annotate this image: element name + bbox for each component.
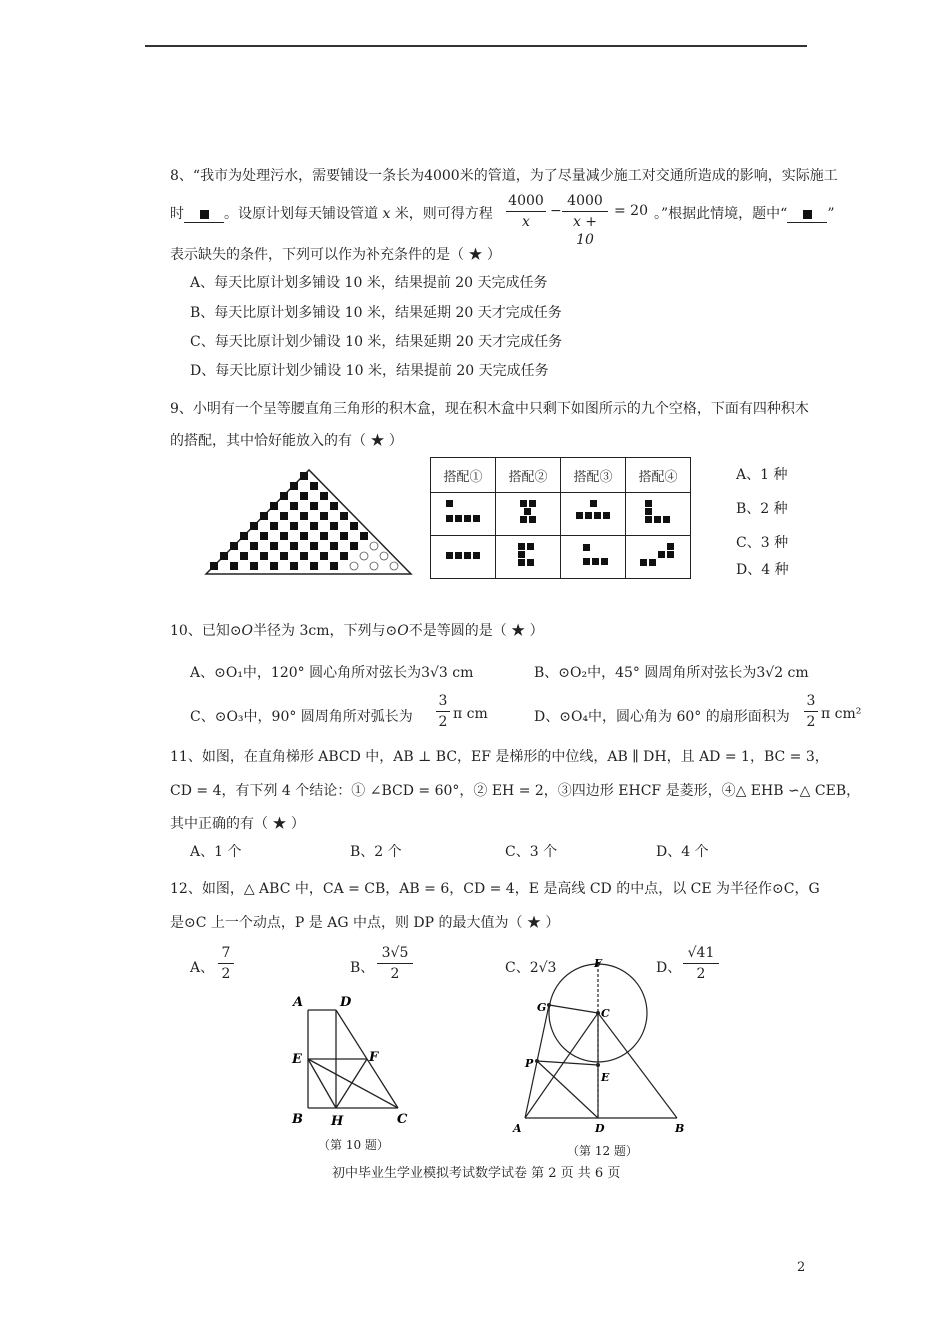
q8-line2-end: 。”根据此情境，题中“ ” xyxy=(654,206,835,222)
filled-block xyxy=(360,532,368,540)
filled-block xyxy=(310,562,318,570)
q8-option-c: C、每天比原计划少铺设 10 米，结果延期 20 天才完成任务 xyxy=(190,334,563,350)
empty-slot xyxy=(390,562,398,570)
filled-block xyxy=(280,552,288,560)
filled-block xyxy=(330,562,338,570)
filled-block xyxy=(250,542,258,550)
q8-equals: = 20 xyxy=(614,203,648,219)
filled-block xyxy=(230,542,238,550)
q11-option-b: B、2 个 xyxy=(350,844,402,860)
filled-block xyxy=(210,562,218,570)
label-e: E xyxy=(292,1052,302,1067)
label-f: F xyxy=(369,1050,379,1065)
figure-10-caption: （第 10 题） xyxy=(318,1138,389,1152)
q12-option-d-value: $\frac{√41}{2}$ xyxy=(683,944,719,983)
figure-12-caption: （第 12 题） xyxy=(567,1144,638,1158)
figure-trapezoid xyxy=(280,990,420,1130)
filled-block xyxy=(280,492,288,500)
filled-block xyxy=(310,522,318,530)
q9-option-c: C、3 种 xyxy=(736,535,789,551)
label-c: C xyxy=(601,1007,610,1020)
filled-block xyxy=(310,502,318,510)
combo-2-piece-a xyxy=(496,493,561,536)
q10-option-a: A、⊙O₁中，120° 圆心角所对弦长为3√3 cm xyxy=(190,665,474,681)
q11-option-d: D、4 个 xyxy=(656,844,709,860)
q11-option-c: C、3 个 xyxy=(505,844,558,860)
q12-line2: 是⊙C 上一个动点，P 是 AG 中点，则 DP 的最大值为（ ★ ） xyxy=(170,915,560,931)
block-piece-icon xyxy=(568,497,618,527)
q10-option-c: C、⊙O₃中，90° 圆周角所对弧长为 xyxy=(190,709,413,725)
q8-line2: 时 。设原计划每天铺设管道 x 米，则可得方程 xyxy=(170,206,493,222)
combo-4-piece-a xyxy=(626,493,691,536)
q8-fraction-2: $\frac{4000}{x + 10}$ xyxy=(562,192,608,249)
filled-block xyxy=(240,532,248,540)
label-g: G xyxy=(537,1001,547,1014)
label-c: C xyxy=(397,1112,408,1127)
q11-line2: CD = 4，有下列 4 个结论：① ∠BCD = 60°，② EH = 2，③四边形 EHCF 是菱形，④△ EHB ∽△ CEB， xyxy=(170,783,861,799)
filled-block xyxy=(260,512,268,520)
filled-block xyxy=(290,482,298,490)
q8-minus: − xyxy=(550,203,562,219)
filled-block xyxy=(290,562,298,570)
black-square-icon xyxy=(803,210,812,219)
filled-block xyxy=(350,522,358,530)
label-d: D xyxy=(340,995,352,1010)
combo-3-piece-b xyxy=(561,536,626,579)
q12-option-d-label: D、 xyxy=(656,960,682,976)
block-piece-icon xyxy=(503,540,553,570)
filled-block xyxy=(230,562,238,570)
empty-slot xyxy=(370,542,378,550)
filled-block xyxy=(320,532,328,540)
label-b: B xyxy=(292,1112,303,1127)
label-b: B xyxy=(675,1122,685,1135)
header-combo-3: 搭配③ xyxy=(561,458,626,493)
block-piece-icon xyxy=(438,497,488,527)
filled-block xyxy=(300,552,308,560)
block-combinations-table xyxy=(430,457,691,579)
block-piece-icon xyxy=(503,497,553,527)
filled-block xyxy=(310,482,318,490)
header-combo-4: 搭配④ xyxy=(626,458,691,493)
filled-block xyxy=(330,542,338,550)
filled-block xyxy=(270,522,278,530)
filled-block xyxy=(340,552,348,560)
combo-4-piece-b xyxy=(626,536,691,579)
triangle-block-box xyxy=(203,466,415,578)
q8-option-d: D、每天比原计划少铺设 10 米，结果提前 20 天完成任务 xyxy=(190,363,549,379)
filled-block xyxy=(320,512,328,520)
label-p: P xyxy=(525,1057,534,1070)
empty-slot xyxy=(360,552,368,560)
q8-fraction-1: $\frac{4000}{x}$ xyxy=(506,192,546,231)
label-f: F xyxy=(594,957,602,970)
q11-line3: 其中正确的有（ ★ ） xyxy=(170,816,305,832)
filled-block xyxy=(300,472,308,480)
block-piece-icon xyxy=(633,497,683,527)
filled-block xyxy=(330,522,338,530)
filled-block xyxy=(350,542,358,550)
filled-block xyxy=(310,542,318,550)
filled-block xyxy=(250,562,258,570)
q10-d-fraction: $\frac{3}{2}$ xyxy=(804,692,818,731)
filled-block xyxy=(300,492,308,500)
filled-block xyxy=(250,522,258,530)
black-square-icon xyxy=(200,210,209,219)
label-h: H xyxy=(331,1114,344,1129)
filled-block xyxy=(280,512,288,520)
block-piece-icon xyxy=(438,540,488,570)
label-a: A xyxy=(293,995,304,1010)
q9-option-d: D、4 种 xyxy=(736,562,789,578)
q10-stem: 10、已知⊙O半径为 3cm，下列与⊙O不是等圆的是（ ★ ） xyxy=(170,623,544,639)
q9-line1: 9、小明有一个呈等腰直角三角形的积木盒，现在积木盒中只剩下如图所示的九个空格，下面有四种积木 xyxy=(170,401,809,417)
q12-option-b-label: B、 xyxy=(350,960,375,976)
filled-block xyxy=(270,562,278,570)
empty-slot xyxy=(370,562,378,570)
q8-line1: 8、“我市为处理污水，需要铺设一条长为4000米的管道，为了尽量减少施工对交通所造成的影响，实际施工 xyxy=(170,168,838,184)
block-piece-icon xyxy=(568,540,618,570)
q12-line1: 12、如图，△ ABC 中，CA = CB，AB = 6，CD = 4，E 是高线 CD 的中点，以 CE 为半径作⊙C，G xyxy=(170,881,820,897)
filled-block xyxy=(220,552,228,560)
filled-block xyxy=(290,502,298,510)
q10-d-unit: π cm² xyxy=(821,706,862,722)
filled-block xyxy=(270,502,278,510)
combo-1-piece-a xyxy=(431,493,496,536)
combo-2-piece-b xyxy=(496,536,561,579)
q9-option-a: A、1 种 xyxy=(736,467,788,483)
empty-slot xyxy=(380,552,388,560)
q8-option-a: A、每天比原计划多铺设 10 米，结果提前 20 天完成任务 xyxy=(190,275,548,291)
top-rule xyxy=(145,45,807,47)
figure-triangle-circle xyxy=(505,955,695,1140)
label-e: E xyxy=(601,1071,610,1084)
filled-block xyxy=(270,542,278,550)
q12-option-c: C、2√3 xyxy=(505,960,557,976)
q10-c-unit: π cm xyxy=(453,706,488,722)
q11-line1: 11、如图，在直角梯形 ABCD 中，AB ⊥ BC，EF 是梯形的中位线，AB ∥ DH，且 AD = 1，BC = 3， xyxy=(170,749,829,765)
filled-block xyxy=(260,532,268,540)
filled-block xyxy=(300,532,308,540)
q8-line3: 表示缺失的条件，下列可以作为补充条件的是（ ★ ） xyxy=(170,247,501,263)
header-combo-1: 搭配① xyxy=(431,458,496,493)
filled-block xyxy=(340,532,348,540)
block-piece-icon xyxy=(631,540,685,570)
q9-line2: 的搭配，其中恰好能放入的有（ ★ ） xyxy=(170,433,403,449)
filled-block xyxy=(290,542,298,550)
q10-c-fraction: $\frac{3}{2}$ xyxy=(436,692,450,731)
q10-option-d: D、⊙O₄中，圆心角为 60° 的扇形面积为 xyxy=(534,709,790,725)
page-number: 2 xyxy=(797,1260,806,1275)
filled-block xyxy=(300,512,308,520)
exam-footer: 初中毕业生学业模拟考试数学试卷 第 2 页 共 6 页 xyxy=(332,1166,621,1181)
header-combo-2: 搭配② xyxy=(496,458,561,493)
q8-option-b: B、每天比原计划多铺设 10 米，结果延期 20 天才完成任务 xyxy=(190,305,562,321)
q12-option-b-value: $\frac{3√5}{2}$ xyxy=(377,944,413,983)
q12-option-a-value: $\frac{7}{2}$ xyxy=(218,944,234,983)
filled-block xyxy=(280,532,288,540)
q12-option-a-label: A、 xyxy=(190,960,215,976)
q9-option-b: B、2 种 xyxy=(736,501,788,517)
empty-slot xyxy=(350,562,358,570)
filled-block xyxy=(290,522,298,530)
label-d: D xyxy=(595,1122,605,1135)
filled-block xyxy=(240,552,248,560)
filled-block xyxy=(320,552,328,560)
label-a: A xyxy=(513,1122,522,1135)
combo-3-piece-a xyxy=(561,493,626,536)
filled-block xyxy=(260,552,268,560)
q10-option-b: B、⊙O₂中，45° 圆周角所对弦长为3√2 cm xyxy=(534,665,809,681)
filled-block xyxy=(320,492,328,500)
filled-block xyxy=(330,502,338,510)
q11-option-a: A、1 个 xyxy=(190,844,242,860)
missing-condition-blank xyxy=(184,206,224,223)
combo-1-piece-b xyxy=(431,536,496,579)
filled-block xyxy=(340,512,348,520)
